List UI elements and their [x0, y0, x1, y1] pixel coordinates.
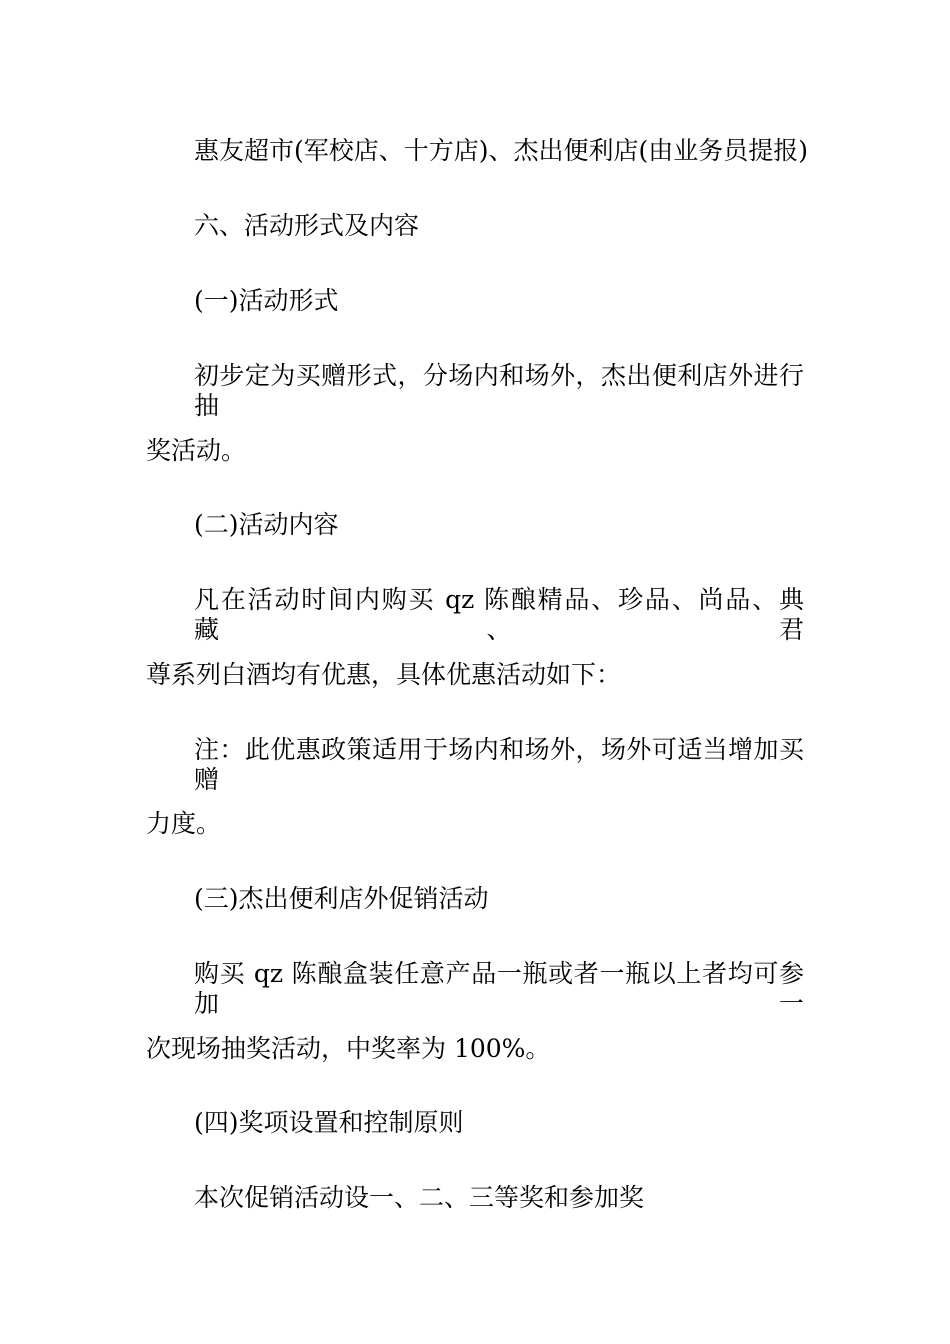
- paragraph-store-list: 惠友超市(军校店、十方店)、杰出便利店(由业务员提报): [194, 136, 809, 165]
- heading-section-six: 六、活动形式及内容: [194, 211, 420, 240]
- paragraph-note-line2: 力度。: [146, 809, 222, 838]
- paragraph-activity-form-line2: 奖活动。: [146, 436, 247, 465]
- paragraph-activity-content-line2: 尊系列白酒均有优惠，具体优惠活动如下：: [146, 660, 622, 689]
- paragraph-outdoor-promotion-line1: 购买 qz 陈酿盒装任意产品一瓶或者一瓶以上者均可参加一: [194, 959, 804, 1018]
- heading-activity-form: (一)活动形式: [194, 286, 339, 315]
- heading-activity-content: (二)活动内容: [194, 510, 339, 539]
- paragraph-note-line1: 注：此优惠政策适用于场内和场外，场外可适当增加买赠: [194, 735, 804, 794]
- paragraph-prize-settings: 本次促销活动设一、二、三等奖和参加奖: [194, 1183, 645, 1212]
- paragraph-outdoor-promotion-line2: 次现场抽奖活动，中奖率为 100%。: [146, 1034, 551, 1063]
- paragraph-activity-form-line1: 初步定为买赠形式，分场内和场外，杰出便利店外进行抽: [194, 361, 804, 420]
- heading-prize-settings: (四)奖项设置和控制原则: [194, 1108, 464, 1137]
- heading-outdoor-promotion: (三)杰出便利店外促销活动: [194, 884, 489, 913]
- paragraph-activity-content-line1: 凡在活动时间内购买 qz 陈酿精品、珍品、尚品、典藏、君: [194, 585, 804, 644]
